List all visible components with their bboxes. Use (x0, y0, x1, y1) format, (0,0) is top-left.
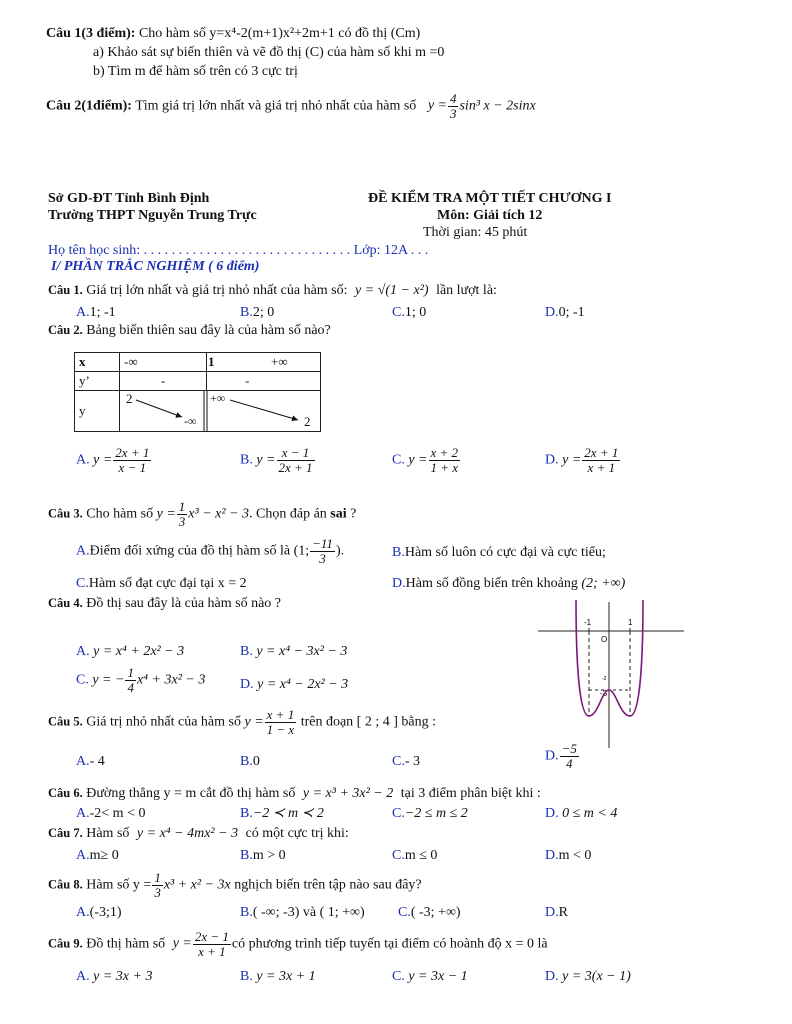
q1-opt-letter: B. (240, 305, 253, 320)
q3-opt-b-letter: B. (392, 545, 405, 560)
prev-q2-label: Câu 2(1điểm): (46, 98, 132, 114)
q7-opt-letter: D. (545, 848, 559, 863)
graph-y-mark: -3 (600, 689, 608, 698)
q3-den: 3 (178, 513, 186, 529)
q2-opt-letter: A. (76, 452, 90, 468)
q9-opt-text: y = 3(x − 1) (562, 969, 631, 984)
vt-x-values (120, 353, 215, 372)
vt-yp-label: y’ (75, 372, 120, 391)
q9-opt-text: y = 3x + 1 (256, 969, 316, 984)
q9-opt-text: y = 3x − 1 (408, 969, 468, 984)
q5-fraction (265, 708, 297, 736)
prev-q2-num: 4 (449, 91, 457, 106)
prev-q2-fraction (448, 92, 459, 120)
q1-opt-text: 1; -1 (89, 305, 116, 320)
q9-text: Đồ thị hàm số (86, 936, 166, 952)
q8-den: 3 (154, 884, 161, 900)
q5-option-a[interactable] (76, 754, 105, 770)
q8-label: Câu 8. (48, 877, 83, 892)
q2-opt-letter: C. (392, 452, 405, 468)
q8-stem (48, 871, 422, 899)
q2-opt-y: y = (256, 452, 276, 468)
q6-option-b[interactable] (240, 806, 324, 822)
q4-text: Đồ thị sau đây là của hàm số nào ? (86, 596, 282, 611)
q5-text: Giá trị nhỏ nhất của hàm số (86, 714, 241, 730)
q4-opt-a-letter: A. (76, 644, 90, 659)
q5-den: 1 − x (266, 721, 295, 737)
q5-option-b[interactable] (240, 754, 260, 770)
vt-arrow-right (230, 400, 298, 420)
q7-option-a[interactable] (76, 848, 119, 864)
q2-opt-num: 2x + 1 (584, 445, 619, 460)
q9-opt-letter: B. (240, 969, 253, 984)
q2-opt-num: x − 1 (277, 446, 315, 461)
q3-opt-c-text: Hàm số đạt cực đại tại x = 2 (88, 576, 247, 591)
q9-num: 2x − 1 (194, 929, 229, 944)
q2-opt-letter: B. (240, 452, 253, 468)
q5-opt-d-den: 4 (566, 755, 573, 771)
q3-opt-a-fraction (310, 537, 335, 565)
q5-opt-letter: A. (76, 754, 90, 769)
school: Trường THPT Nguyễn Trung Trực (48, 208, 257, 223)
q5-num: x + 1 (266, 707, 295, 722)
q4-option-d[interactable] (240, 677, 348, 693)
q2-option-a[interactable] (76, 446, 152, 474)
q2-opt-y: y = (562, 452, 582, 468)
q2-option-c[interactable] (392, 446, 461, 474)
q6-label: Câu 6. (48, 786, 83, 800)
q9-option-b[interactable] (240, 969, 316, 985)
q2-label: Câu 2. (48, 323, 83, 337)
q8-opt-letter: D. (545, 905, 559, 920)
q2-opt-num: 2x + 1 (115, 445, 150, 460)
q3-stem (48, 500, 356, 528)
prev-q2-line (46, 92, 536, 120)
department: Sở GD-ĐT Tỉnh Bình Định (48, 191, 210, 206)
q7-opt-letter: A. (76, 848, 90, 863)
q3-option-d[interactable] (392, 576, 625, 592)
q7-option-d[interactable] (545, 848, 591, 864)
q3-opt-a-den: 3 (319, 550, 326, 566)
q5-y: y = (244, 714, 264, 730)
q9-y: y = (172, 936, 192, 952)
q3-label: Câu 3. (48, 506, 83, 521)
q4-opt-b-text: y = x⁴ − 3x² − 3 (256, 644, 348, 659)
q5-opt-text: 0 (252, 754, 260, 769)
q2-opt-den: x + 1 (587, 459, 616, 475)
q5-opt-letter: C. (392, 754, 405, 769)
q9-option-c[interactable] (392, 969, 468, 985)
q5-opt-text: - 3 (404, 754, 421, 769)
vt-x-neg-inf: -∞ (124, 353, 138, 369)
q8-tail: nghịch biến trên tập nào sau đây? (234, 877, 422, 893)
q9-option-d[interactable] (545, 969, 631, 985)
prev-q2-den: 3 (449, 105, 457, 121)
q6-opt-text: −2 ≤ m ≤ 2 (404, 806, 468, 821)
q5-opt-text: - 4 (89, 754, 105, 769)
q4-opt-d-letter: D. (240, 677, 254, 692)
q2-stem (48, 323, 331, 339)
q6-opt-letter: C. (392, 806, 405, 821)
q2-opt-fraction (582, 446, 620, 474)
q8-opt-text: ( -3; +∞) (410, 905, 461, 920)
q6-stem (48, 786, 541, 802)
q9-fraction (193, 930, 231, 958)
q2-opt-num: x + 2 (430, 445, 459, 460)
q9-tail: có phương trình tiếp tuyến tại điểm có hoành độ x = 0 là (231, 936, 548, 952)
q6-option-c[interactable] (392, 806, 468, 822)
variation-table (74, 352, 321, 432)
vt-y-label: y (75, 391, 120, 432)
graph-label-pos1: 1 (628, 618, 633, 627)
q1-option-b[interactable] (240, 305, 274, 321)
q1-text: Giá trị lớn nhất và giá trị nhỏ nhất của hàm số: (86, 283, 348, 298)
q4-opt-a-text: y = x⁴ + 2x² − 3 (93, 644, 185, 659)
q3-opt-a-end: ). (335, 543, 345, 559)
q5-label: Câu 5. (48, 714, 83, 729)
q2-opt-den: x − 1 (118, 459, 147, 475)
graph-label-neg1: -1 (584, 618, 592, 627)
graph-origin: O (601, 635, 608, 644)
prev-q1-b: b) Tìm m để hàm số trên có 3 cực trị (93, 64, 298, 79)
q6-opt-letter: A. (76, 806, 90, 821)
q5-option-c[interactable] (392, 754, 420, 770)
q8-num: 1 (154, 870, 161, 885)
q6-opt-text: −2 ≺ m ≺ 2 (252, 806, 324, 821)
q4-option-c[interactable] (76, 666, 205, 694)
q8-option-d[interactable] (545, 905, 568, 921)
q2-opt-y: y = (93, 452, 113, 468)
q6-tail: tại 3 điểm phân biệt khi : (400, 786, 541, 801)
q4-opt-b-letter: B. (240, 644, 253, 659)
q3-option-b[interactable] (392, 545, 606, 561)
vt-yp-left: - (120, 372, 207, 391)
q8-text: Hàm số (86, 877, 130, 893)
q4-option-a[interactable] (76, 644, 184, 660)
q9-option-a[interactable] (76, 969, 152, 985)
vt-yp-right: - (207, 372, 321, 391)
subject: Môn: Giải tích 12 (437, 208, 543, 223)
q6-opt-letter: D. (545, 806, 559, 821)
q1-option-d[interactable] (545, 305, 585, 321)
vt-y-right-bottom: 2 (304, 414, 311, 429)
q1-opt-text: 1; 0 (404, 305, 427, 320)
q2-opt-den: 1 + x (430, 459, 459, 475)
q6-option-d[interactable] (545, 806, 617, 822)
q7-option-c[interactable] (392, 848, 437, 864)
q7-opt-letter: C. (392, 848, 405, 863)
prev-q2-rest: sin³ x − 2sinx (459, 98, 536, 114)
q3-qmark: ? (350, 506, 357, 522)
q3-y: y = (156, 506, 176, 522)
q6-opt-text: 0 ≤ m < 4 (562, 806, 618, 821)
q3-num: 1 (178, 499, 186, 514)
q5-opt-letter: B. (240, 754, 253, 769)
exam-time: Thời gian: 45 phút (423, 225, 528, 240)
vt-arrow-left (136, 400, 182, 417)
prev-q1-a: a) Khảo sát sự biến thiên và vẽ đồ thị (C) của hàm số khi m =0 (93, 45, 445, 60)
q3-opt-d-text: Hàm số đồng biến trên khoảng (405, 576, 578, 591)
prev-q2-y: y = (427, 98, 447, 114)
q8-opt-text: R (558, 905, 568, 920)
vt-y-cell (120, 391, 321, 432)
q6-formula: y = x³ + 3x² − 2 (302, 786, 394, 801)
q8-opt-text: (-3;1) (89, 905, 122, 920)
q5-opt-d-fraction (560, 742, 579, 770)
q3-opt-a-text: Điểm đối xứng của đồ thị hàm số là (1; (89, 543, 310, 559)
q1-option-c[interactable] (392, 305, 426, 321)
q4-opt-c-fraction (125, 666, 136, 694)
q4-opt-d-text: y = x⁴ − 2x² − 3 (257, 677, 349, 692)
q2-opt-y: y = (408, 452, 428, 468)
q1-formula: y = √(1 − x²) (355, 283, 429, 298)
vt-y-left-top: 2 (126, 391, 133, 406)
q8-fraction (152, 871, 163, 899)
q7-opt-text: m≥ 0 (89, 848, 119, 863)
q4-stem (48, 596, 281, 612)
q2-option-b[interactable] (240, 446, 316, 474)
prev-q1-text: Cho hàm số y=x⁴-2(m+1)x²+2m+1 có đồ thị (Cm) (138, 26, 421, 41)
vt-arrows (120, 391, 320, 431)
q4-option-b[interactable] (240, 644, 347, 660)
q2-opt-fraction (113, 446, 151, 474)
q7-opt-letter: B. (240, 848, 253, 863)
q6-option-a[interactable] (76, 806, 145, 822)
q8-opt-letter: C. (398, 905, 411, 920)
graph-y-small: -2 (602, 676, 607, 682)
q8-opt-letter: A. (76, 905, 90, 920)
q9-opt-text: y = 3x + 3 (93, 969, 153, 984)
q1-option-a[interactable] (76, 305, 116, 321)
q3-opt-c-letter: C. (76, 576, 89, 591)
q4-graph (536, 600, 686, 750)
q7-opt-text: m > 0 (252, 848, 286, 863)
q3-text-a: Cho hàm số (86, 506, 154, 522)
q4-opt-c-post: x⁴ + 3x² − 3 (136, 672, 206, 688)
vt-y-right-top: +∞ (210, 391, 226, 405)
q1-opt-text: 2; 0 (252, 305, 275, 320)
vt-x-mid: 1 (208, 353, 215, 369)
q7-option-b[interactable] (240, 848, 286, 864)
q8-opt-letter: B. (240, 905, 253, 920)
q3-fraction (177, 500, 188, 528)
exam-title: ĐỀ KIỂM TRA MỘT TIẾT CHƯƠNG I (368, 191, 612, 206)
q6-opt-letter: B. (240, 806, 253, 821)
q8-rest: x³ + x² − 3x (163, 877, 231, 893)
q2-text: Bảng biến thiên sau đây là của hàm số nào? (86, 323, 331, 338)
q9-opt-letter: D. (545, 969, 559, 984)
q2-opt-fraction (277, 446, 315, 474)
q5-option-d[interactable] (545, 742, 580, 770)
q8-y: y = (132, 877, 152, 893)
q7-opt-text: m < 0 (558, 848, 592, 863)
q5-opt-d-letter: D. (545, 748, 559, 764)
q8-option-a[interactable] (76, 905, 122, 921)
q2-option-d[interactable] (545, 446, 621, 474)
q3-opt-a-letter: A. (76, 543, 90, 559)
prev-q1-label: Câu 1(3 điểm): (46, 26, 136, 41)
vt-x-label: x (75, 353, 120, 372)
prev-q2-text: Tìm giá trị lớn nhất và giá trị nhỏ nhất của hàm số (135, 98, 417, 114)
q9-stem (48, 930, 548, 958)
vt-y-left-bottom: -∞ (184, 414, 197, 428)
q7-stem (48, 826, 349, 842)
q4-opt-c-num: 1 (127, 665, 134, 680)
q9-opt-letter: A. (76, 969, 90, 984)
q3-text-b: . Chọn đáp án (249, 506, 327, 522)
student-info-line: Họ tên học sinh: . . . . . . . . . . . . . . . . . . . . . . . . . . . . . . Lớp: 12A . . . (48, 243, 429, 258)
q6-opt-text: -2< m < 0 (89, 806, 146, 821)
q3-rest: x³ − x² − 3 (188, 506, 250, 522)
q5-stem (48, 708, 436, 736)
q1-stem (48, 283, 497, 299)
q2-opt-den: 2x + 1 (278, 459, 313, 475)
q1-opt-letter: A. (76, 305, 90, 320)
q4-opt-c-letter: C. (76, 672, 89, 688)
q5-opt-d-num: −5 (561, 741, 577, 756)
q2-opt-fraction (429, 446, 461, 474)
vt-x-pos-inf: +∞ (271, 354, 288, 369)
q1-opt-letter: D. (545, 305, 559, 320)
q7-opt-text: m ≤ 0 (404, 848, 438, 863)
q3-opt-b-text: Hàm số luôn có cực đại và cực tiểu; (404, 545, 606, 560)
q4-opt-c-den: 4 (127, 679, 134, 695)
q1-opt-letter: C. (392, 305, 405, 320)
q7-label: Câu 7. (48, 826, 83, 840)
section-title: I/ PHẦN TRẮC NGHIỆM ( 6 điểm) (51, 259, 260, 274)
q8-option-b[interactable] (240, 905, 365, 921)
q3-opt-a-num: −11 (312, 536, 333, 551)
q9-den: x + 1 (198, 943, 226, 959)
q1-tail: lần lượt là: (436, 283, 497, 298)
q3-opt-d-letter: D. (392, 576, 406, 591)
q3-opt-d-interval: (2; +∞) (581, 576, 626, 591)
q2-opt-letter: D. (545, 452, 559, 468)
prev-q1-line (46, 26, 420, 42)
q6-text: Đường thẳng y = m cắt đồ thị hàm số (86, 786, 296, 801)
q7-formula: y = x⁴ − 4mx² − 3 (136, 826, 239, 841)
q7-tail: có một cực trị khi: (245, 826, 349, 841)
q1-opt-text: 0; -1 (558, 305, 585, 320)
q9-opt-letter: C. (392, 969, 405, 984)
q3-option-a[interactable] (76, 537, 344, 565)
q1-label: Câu 1. (48, 283, 83, 297)
q9-label: Câu 9. (48, 936, 83, 951)
q8-opt-text: ( -∞; -3) và ( 1; +∞) (252, 905, 365, 920)
q3-sai: sai (330, 506, 347, 522)
q7-text: Hàm số (86, 826, 130, 841)
q5-tail: trên đoạn [ 2 ; 4 ] bằng : (300, 714, 436, 730)
q4-opt-c-pre: y = − (92, 672, 125, 688)
q4-label: Câu 4. (48, 596, 83, 610)
q3-option-c[interactable] (76, 576, 247, 592)
vt-x-right (207, 353, 321, 372)
q8-option-c[interactable] (398, 905, 461, 921)
